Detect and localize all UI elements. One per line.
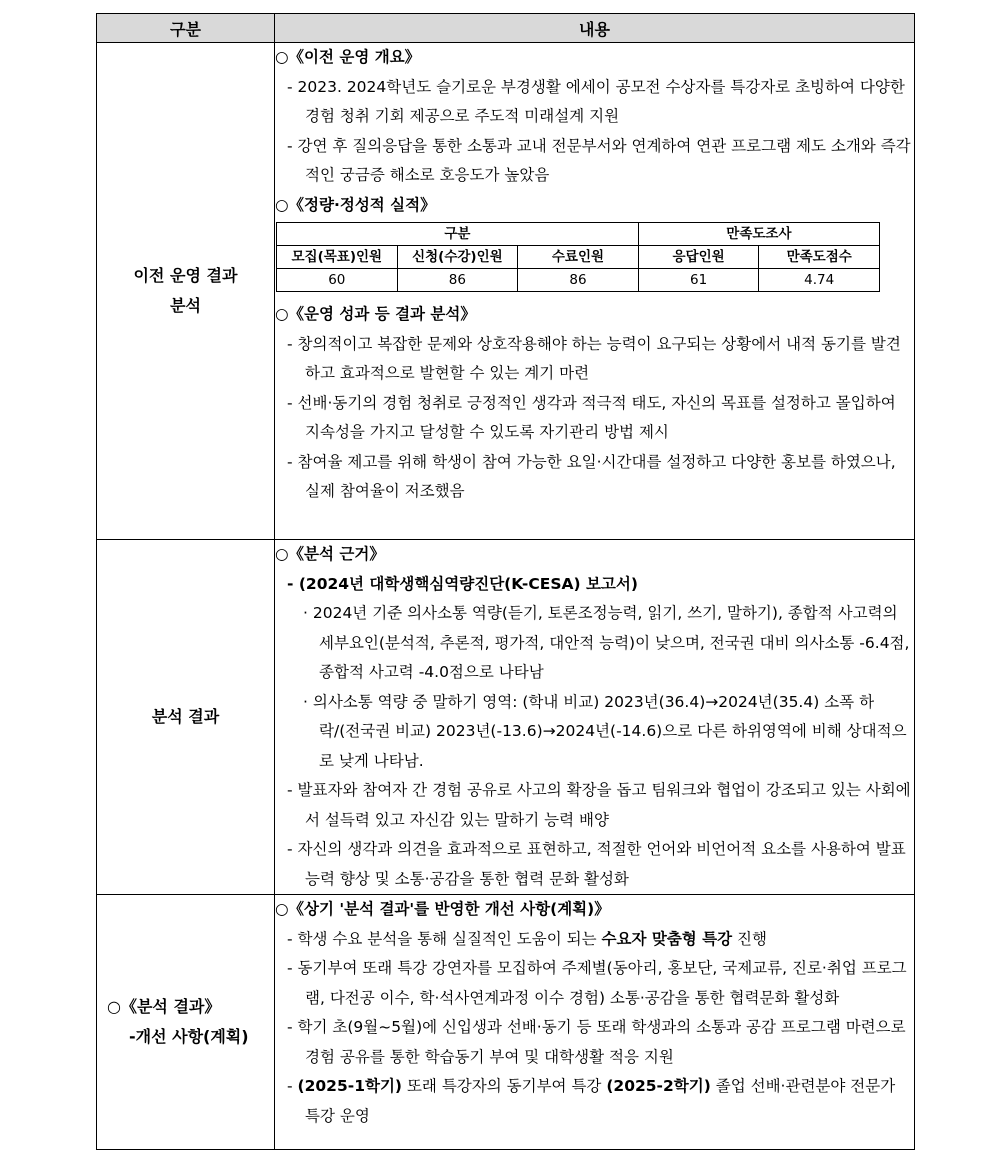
stats-value-cell: 4.74 [759, 269, 880, 292]
list-item: - 2023. 2024학년도 슬기로운 부경생활 에세이 공모전 수상자를 특강자로 초빙하여 다양한 경험 청취 기회 제공으로 주도적 미래설계 지원 [287, 77, 905, 125]
list-item: - 선배·동기의 경험 청취로 긍정적인 생각과 적극적 태도, 자신의 목표를 설정하고 몰입하여 지속성을 가지고 달성할 수 있도록 자기관리 방법 제시 [287, 393, 896, 441]
stats-group-label: 만족도조사 [638, 223, 879, 246]
table-row-improvements [97, 895, 915, 1150]
stats-value-cell: 86 [397, 269, 518, 292]
stats-group-row [277, 223, 880, 246]
document-table-wrapper [96, 13, 914, 1150]
emphasis-text: 수요자 맞춤형 특강 [601, 929, 733, 948]
stats-value-row [277, 269, 880, 292]
text-fragment: 또래 특강자의 동기부여 특강 [402, 1077, 607, 1095]
stats-value-cell: 86 [518, 269, 639, 292]
stats-value-cell: 61 [638, 269, 759, 292]
list-item: - 발표자와 참여자 간 경험 공유로 사고의 확장을 돕고 팀워크와 협업이 강조되고 있는 사회에서 설득력 있고 자신감 있는 말하기 능력 배양 [287, 781, 911, 829]
section-title: ○《상기 '분석 결과'를 반영한 개선 사항(계획)》 [275, 900, 610, 918]
list-item: - 참여율 제고를 위해 학생이 참여 가능한 요일·시간대를 설정하고 다양한 홍보를 하였으나, 실제 참여율이 저조했음 [287, 452, 896, 500]
table-row-previous-results [97, 43, 915, 540]
list-item [275, 1072, 914, 1131]
dot-item: · 의사소통 역량 중 말하기 영역: (학내 비교) 2023년(36.4)→2024년(35.4) 소폭 하락/(전국권 비교) 2023년(-13.6)→2024년(-14.6)으로 다른 하위영역에 비해 상대적으로 낮게 나타남. [303, 692, 907, 770]
emphasis-text: (2025-2학기) [606, 1077, 711, 1095]
header-category: 구분 [97, 14, 275, 43]
stats-header-cell: 모집(목표)인원 [277, 246, 398, 269]
row-content-analysis-results [275, 540, 915, 895]
list-item: - 창의적이고 복잡한 문제와 상호작용해야 하는 능력이 요구되는 상황에서 내적 동기를 발견하고 효과적으로 발현할 수 있는 계기 마련 [287, 334, 901, 382]
list-item: - 강연 후 질의응답을 통한 소통과 교내 전문부서와 연계하여 연관 프로그램 제도 소개와 즉각적인 궁금증 해소로 호응도가 높았음 [287, 136, 911, 184]
header-content: 내용 [275, 14, 915, 43]
list-item: - 학기 초(9월~5월)에 신입생과 선배·동기 등 또래 학생과의 소통과 공감 프로그램 마련으로 경험 공유를 통한 학습동기 부여 및 대학생활 적응 지원 [287, 1018, 906, 1066]
stats-header-cell: 수료인원 [518, 246, 639, 269]
row-content-improvements [275, 895, 915, 1150]
stats-value-cell: 60 [277, 269, 398, 292]
text-fragment: - [287, 1077, 298, 1095]
row-label-previous-results [97, 43, 275, 540]
stats-header-cell: 신청(수강)인원 [397, 246, 518, 269]
text-fragment: 진행 [732, 929, 767, 948]
section-title: ○《운영 성과 등 결과 분석》 [275, 305, 476, 323]
table-row-analysis-results [97, 540, 915, 895]
list-item: - 자신의 생각과 의견을 효과적으로 표현하고, 적절한 언어와 비언어적 요소를 사용하여 발표 능력 향상 및 소통·공감을 통한 협력 문화 활성화 [287, 840, 906, 888]
section-title: ○《분석 근거》 [275, 545, 385, 563]
text-fragment: - 학생 수요 분석을 통해 실질적인 도움이 되는 [287, 929, 602, 948]
text-fragment: 졸업 선배·관련분야 전문가 특강 운영 [305, 1077, 896, 1125]
row-label-line: 분석 [170, 296, 201, 315]
stats-header-cell: 만족도점수 [759, 246, 880, 269]
dot-item: · 2024년 기준 의사소통 역량(듣기, 토론조정능력, 읽기, 쓰기, 말하기), 종합적 사고력의 세부요인(분석적, 추론적, 평가적, 대안적 능력)이 낮으며, 전국권 대비 의사소통 -6.4점, 종합적 사고력 -4.0점으로 나타남 [303, 604, 910, 681]
row-label-line: -개선 사항(계획) [129, 1027, 249, 1046]
sub-title: - (2024년 대학생핵심역량진단(K-CESA) 보고서) [287, 574, 638, 593]
section-title: ○《정량·정성적 실적》 [275, 195, 436, 214]
row-label-improvements [97, 895, 275, 1150]
section-title: ○《이전 운영 개요》 [275, 48, 421, 66]
table-header-row [97, 14, 915, 43]
row-label-line: 이전 운영 결과 [133, 266, 238, 285]
stats-header-cell: 응답인원 [638, 246, 759, 269]
row-label-line: ○《분석 결과》 [107, 997, 221, 1016]
row-content-previous-results [275, 43, 915, 540]
list-item: - 동기부여 또래 특강 강연자를 모집하여 주제별(동아리, 홍보단, 국제교류, 진로·취업 프로그램, 다전공 이수, 학·석사연계과정 이수 경험) 소통·공감을 통한 협력문화 활성화 [287, 959, 907, 1007]
stats-header-row [277, 246, 880, 269]
plan-table [96, 13, 915, 1150]
stats-table [276, 222, 880, 292]
stats-group-label: 구분 [277, 223, 639, 246]
row-label-analysis-results: 분석 결과 [97, 540, 275, 895]
emphasis-text: (2025-1학기) [297, 1077, 403, 1095]
list-item [275, 925, 914, 955]
